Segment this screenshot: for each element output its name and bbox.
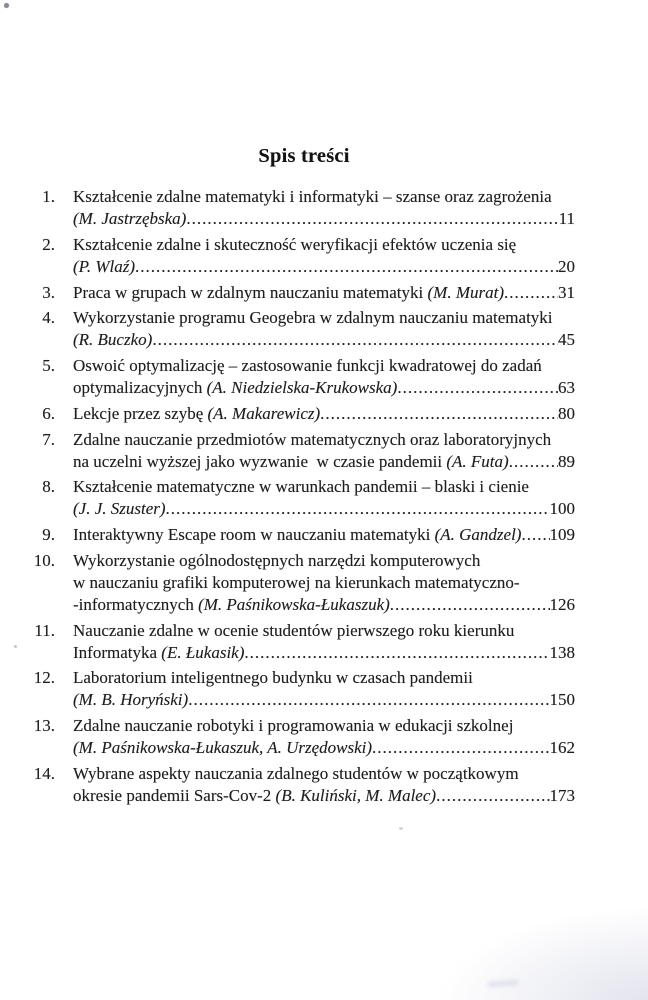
entry-page-number: 100 — [549, 499, 575, 519]
entry-number: 1. — [42, 187, 55, 206]
entry-number: 3. — [42, 282, 55, 302]
dot-leader — [436, 785, 549, 807]
toc-entry — [33, 282, 575, 304]
toc-entry — [33, 763, 575, 807]
entry-title-line: w nauczaniu grafiki komputerowej na kierunkach matematyczno- — [73, 572, 520, 592]
entry-page-number: 162 — [549, 738, 575, 757]
dot-leader — [504, 282, 558, 304]
table-of-contents — [33, 143, 575, 811]
entry-author: (A. Niedzielska-Krukowska) — [206, 378, 398, 397]
entry-tail-line — [73, 208, 575, 230]
entry-number: 8. — [42, 477, 55, 497]
entry-tail-line — [73, 498, 575, 520]
entry-number: 7. — [42, 429, 55, 449]
toc-entry — [33, 355, 575, 399]
entry-number: 10. — [33, 550, 55, 570]
entry-tail-line — [73, 785, 575, 807]
entry-tail-line — [73, 377, 575, 399]
entry-tail-line — [73, 329, 575, 351]
entry-title-tail: Informatyka — [73, 642, 162, 662]
entry-title-line: Wykorzystanie programu Geogebra w zdalnym nauczaniu matematyki — [73, 308, 553, 328]
entry-page-number: 80 — [558, 403, 575, 423]
entry-title-line: Zdalne nauczanie przedmiotów matematycznych oraz laboratoryjnych — [73, 429, 552, 449]
entry-title-line: Kształcenie matematyczne w warunkach pandemii – blaski i cienie — [73, 477, 529, 497]
entry-number: 14. — [33, 763, 55, 783]
entry-title-tail: Lekcje przez szybę — [73, 403, 208, 423]
entry-page-number: 20 — [558, 256, 575, 276]
toc-entry — [33, 307, 575, 351]
scan-speck-left — [14, 645, 17, 648]
entry-title-tail: okresie pandemii Sars-Cov-2 — [73, 785, 276, 805]
dot-leader — [152, 329, 558, 351]
toc-entry — [33, 186, 575, 230]
scan-speck-bottom — [399, 827, 403, 830]
entry-author: (M. Murat) — [427, 282, 504, 302]
dot-leader — [509, 451, 558, 473]
entry-page-number: 173 — [549, 785, 575, 805]
entry-author: (A. Gandzel) — [434, 525, 522, 544]
toc-entry — [33, 550, 575, 616]
entry-tail-line — [73, 524, 575, 546]
entry-tail-line — [73, 451, 575, 473]
entry-author: (M. Paśnikowska-Łukaszuk) — [198, 594, 390, 614]
entry-tail-line — [73, 642, 575, 664]
entry-title-line: Zdalne nauczanie robotyki i programowania w edukacji szkolnej — [73, 716, 514, 735]
dot-leader — [166, 498, 550, 520]
entry-number: 4. — [42, 308, 55, 328]
toc-entry — [33, 715, 575, 759]
entry-title-tail: optymalizacyjnych — [73, 378, 207, 397]
dot-leader — [135, 256, 558, 278]
entry-tail-line — [73, 403, 575, 425]
entry-title-tail: Interaktywny Escape room w nauczaniu matematyki — [73, 525, 435, 544]
entry-number: 11. — [34, 620, 55, 640]
entry-page-number: 11 — [558, 209, 575, 228]
entry-author: (R. Buczko) — [73, 330, 153, 350]
toc-entry — [33, 429, 575, 473]
entry-tail-line — [73, 594, 575, 616]
entry-tail-line — [73, 256, 575, 278]
toc-entry — [33, 667, 575, 711]
dot-leader — [390, 594, 550, 616]
entry-tail-line — [73, 689, 575, 711]
dot-leader — [186, 208, 558, 230]
entry-author: (P. Wlaź) — [73, 256, 136, 276]
dot-leader — [397, 377, 558, 399]
entry-title-line: Wybrane aspekty nauczania zdalnego studentów w początkowym — [73, 763, 519, 783]
entry-title-line: Kształcenie zdalne matematyki i informatyki – szanse oraz zagrożenia — [73, 187, 552, 206]
toc-entry — [33, 234, 575, 278]
entry-title-tail: na uczelni wyższej jako wyzwanie w czasie pandemii — [73, 451, 447, 471]
dot-leader — [372, 737, 549, 759]
entry-author: (E. Łukasik) — [161, 642, 245, 662]
entry-title-line: Wykorzystanie ogólnodostępnych narzędzi komputerowych — [73, 550, 481, 570]
entry-author: (M. B. Horyński) — [73, 690, 189, 710]
entry-number: 5. — [42, 356, 55, 375]
entry-tail-line — [73, 282, 575, 304]
entry-number: 6. — [42, 403, 55, 423]
entry-author: (B. Kuliński, M. Malec) — [275, 785, 437, 805]
toc-entry — [33, 403, 575, 425]
entry-title-line: Oswoić optymalizację – zastosowanie funkcji kwadratowej do zadań — [73, 356, 542, 375]
entry-number: 2. — [42, 234, 55, 254]
entry-title-line: Nauczanie zdalne w ocenie studentów pierwszego roku kierunku — [73, 620, 515, 640]
entry-page-number: 45 — [558, 330, 575, 350]
dot-leader — [188, 689, 549, 711]
dot-leader — [320, 403, 558, 425]
entry-page-number: 31 — [558, 282, 575, 302]
entry-title-tail: Praca w grupach w zdalnym nauczaniu matematyki — [73, 282, 428, 302]
toc-entry — [33, 620, 575, 664]
entry-page-number: 89 — [558, 451, 575, 471]
entry-title-line: Laboratorium inteligentnego budynku w czasach pandemii — [73, 668, 473, 688]
entry-title-tail: -informatycznych — [73, 594, 199, 614]
toc-entry — [33, 476, 575, 520]
entry-page-number: 150 — [549, 690, 575, 710]
entry-author: (M. Jastrzębska) — [73, 209, 187, 228]
entry-tail-line — [73, 737, 575, 759]
entry-page-number: 63 — [558, 378, 575, 397]
entry-author: (M. Paśnikowska-Łukaszuk, A. Urzędowski) — [73, 738, 373, 757]
entry-page-number: 126 — [549, 594, 575, 614]
entry-author: (J. J. Szuster) — [73, 499, 166, 519]
entry-title-line: Kształcenie zdalne i skuteczność weryfikacji efektów uczenia się — [73, 234, 517, 254]
entry-page-number: 138 — [549, 642, 575, 662]
entry-author: (A. Futa) — [446, 451, 509, 471]
dot-leader — [521, 524, 549, 546]
dot-leader — [244, 642, 549, 664]
page-title: Spis treści — [258, 145, 350, 167]
entry-author: (A. Makarewicz) — [207, 403, 321, 423]
scan-speck-top-left — [4, 3, 9, 8]
toc-entry — [33, 524, 575, 546]
entry-number: 9. — [42, 525, 55, 544]
entry-number: 13. — [33, 716, 55, 735]
entry-page-number: 109 — [549, 525, 575, 544]
entry-number: 12. — [33, 668, 55, 688]
scan-noise-bottom-right — [318, 860, 648, 1000]
